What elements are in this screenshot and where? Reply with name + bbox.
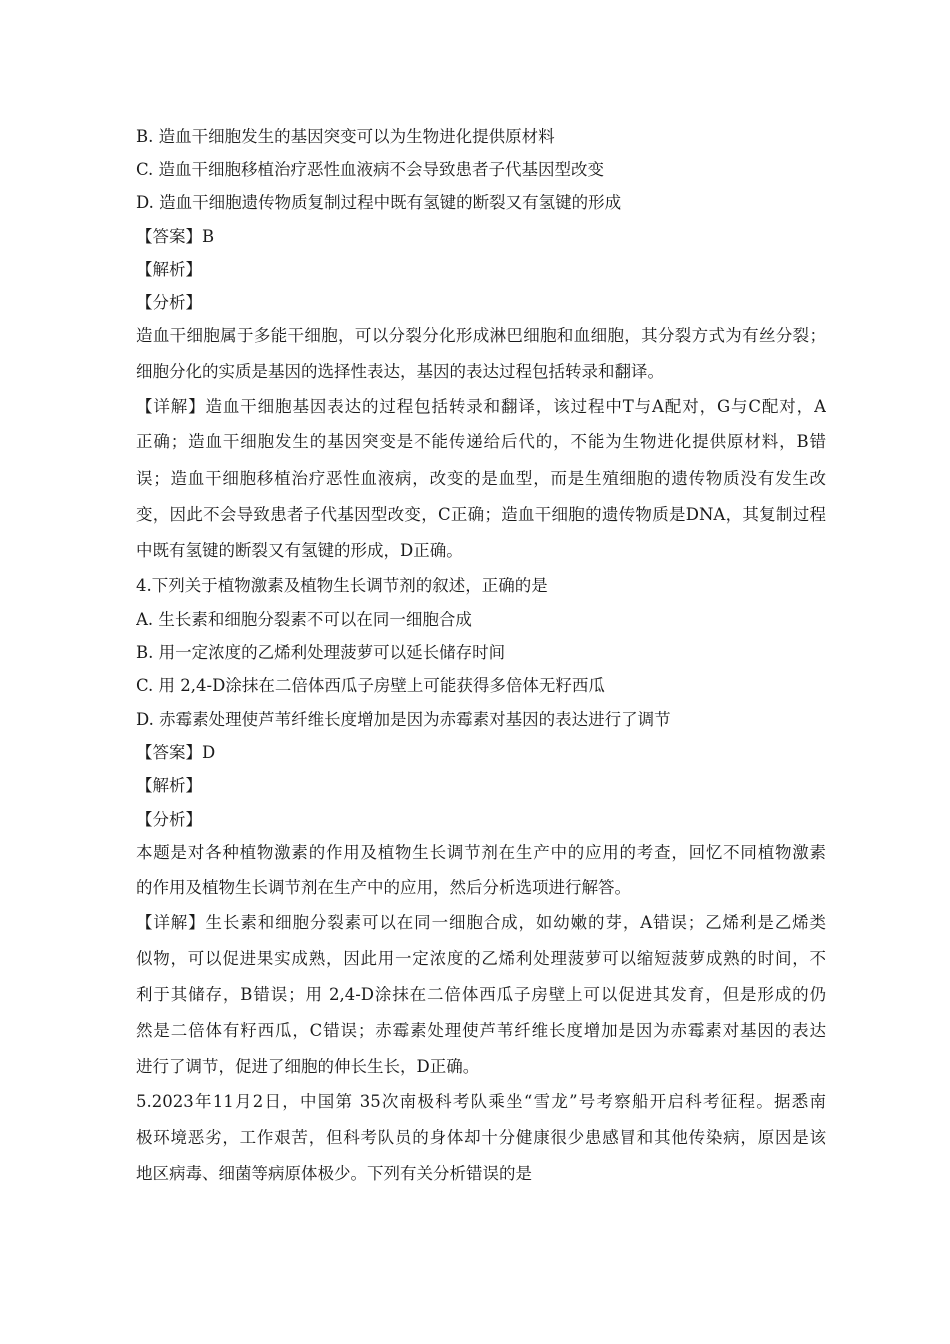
option-c-line: C. 造血干细胞移植治疗恶性血液病不会导致患者子代基因型改变 (136, 160, 605, 179)
analysis-text-line: 细胞分化的实质是基因的选择性表达，基因的表达过程包括转录和翻译。 (136, 362, 664, 381)
analysis-sub-label: 【分析】 (136, 810, 202, 829)
question-4-stem: 4.下列关于植物激素及植物生长调节剂的叙述，正确的是 (136, 576, 548, 595)
analysis-text-line: 造血干细胞属于多能干细胞，可以分裂分化形成淋巴细胞和血细胞，其分裂方式为有丝分裂； (136, 326, 826, 345)
question-4-option-c: C. 用 2,4-D涂抹在二倍体西瓜子房壁上可能获得多倍体无籽西瓜 (136, 676, 605, 695)
question-5-stem-line: 5.2023年11月2日，中国第 35次南极科考队乘坐“雪龙”号考察船开启科考征程。据悉南 (136, 1092, 826, 1111)
detail-text-line: 正确；造血干细胞发生的基因突变是不能传递给后代的，不能为生物进化提供原材料，B错 (136, 432, 826, 451)
analysis-text-line: 本题是对各种植物激素的作用及植物生长调节剂在生产中的应用的考查，回忆不同植物激素 (136, 843, 826, 862)
question-4-option-a: A. 生长素和细胞分裂素不可以在同一细胞合成 (136, 610, 472, 629)
option-b-line: B. 造血干细胞发生的基因突变可以为生物进化提供原材料 (136, 127, 555, 146)
option-d-line: D. 造血干细胞遗传物质复制过程中既有氢键的断裂又有氢键的形成 (136, 193, 622, 212)
detail-text-line: 中既有氢键的断裂又有氢键的形成，D正确。 (136, 541, 463, 560)
answer-label: 【答案】B (136, 227, 215, 246)
analysis-label: 【解析】 (136, 776, 202, 795)
detail-text-line: 然是二倍体有籽西瓜，C错误；赤霉素处理使芦苇纤维长度增加是因为赤霉素对基因的表达 (136, 1021, 826, 1040)
detail-text-line: 进行了调节，促进了细胞的伸长生长，D正确。 (136, 1057, 480, 1076)
detail-text-line: 【详解】生长素和细胞分裂素可以在同一细胞合成，如幼嫩的芽，A错误；乙烯利是乙烯类 (136, 913, 826, 932)
question-4-option-d: D. 赤霉素处理使芦苇纤维长度增加是因为赤霉素对基因的表达进行了调节 (136, 710, 671, 729)
analysis-label: 【解析】 (136, 260, 202, 279)
question-5-stem-line: 地区病毒、细菌等病原体极少。下列有关分析错误的是 (136, 1164, 532, 1183)
question-5-stem-line: 极环境恶劣，工作艰苦，但科考队员的身体却十分健康很少患感冒和其他传染病，原因是该 (136, 1128, 826, 1147)
answer-label: 【答案】D (136, 743, 216, 762)
detail-text-line: 误；造血干细胞移植治疗恶性血液病，改变的是血型，而是生殖细胞的遗传物质没有发生改 (136, 469, 826, 488)
detail-text-line: 【详解】造血干细胞基因表达的过程包括转录和翻译，该过程中T与A配对，G与C配对，A (136, 397, 826, 416)
question-4-option-b: B. 用一定浓度的乙烯利处理菠萝可以延长储存时间 (136, 643, 506, 662)
detail-text-line: 变，因此不会导致患者子代基因型改变，C正确；造血干细胞的遗传物质是DNA，其复制过程 (136, 505, 826, 524)
analysis-sub-label: 【分析】 (136, 293, 202, 312)
detail-text-line: 利于其储存，B错误；用 2,4-D涂抹在二倍体西瓜子房壁上可以促进其发育，但是形成的仍 (136, 985, 826, 1004)
detail-text-line: 似物，可以促进果实成熟，因此用一定浓度的乙烯利处理菠萝可以缩短菠萝成熟的时间，不 (136, 949, 826, 968)
analysis-text-line: 的作用及植物生长调节剂在生产中的应用，然后分析选项进行解答。 (136, 878, 631, 897)
